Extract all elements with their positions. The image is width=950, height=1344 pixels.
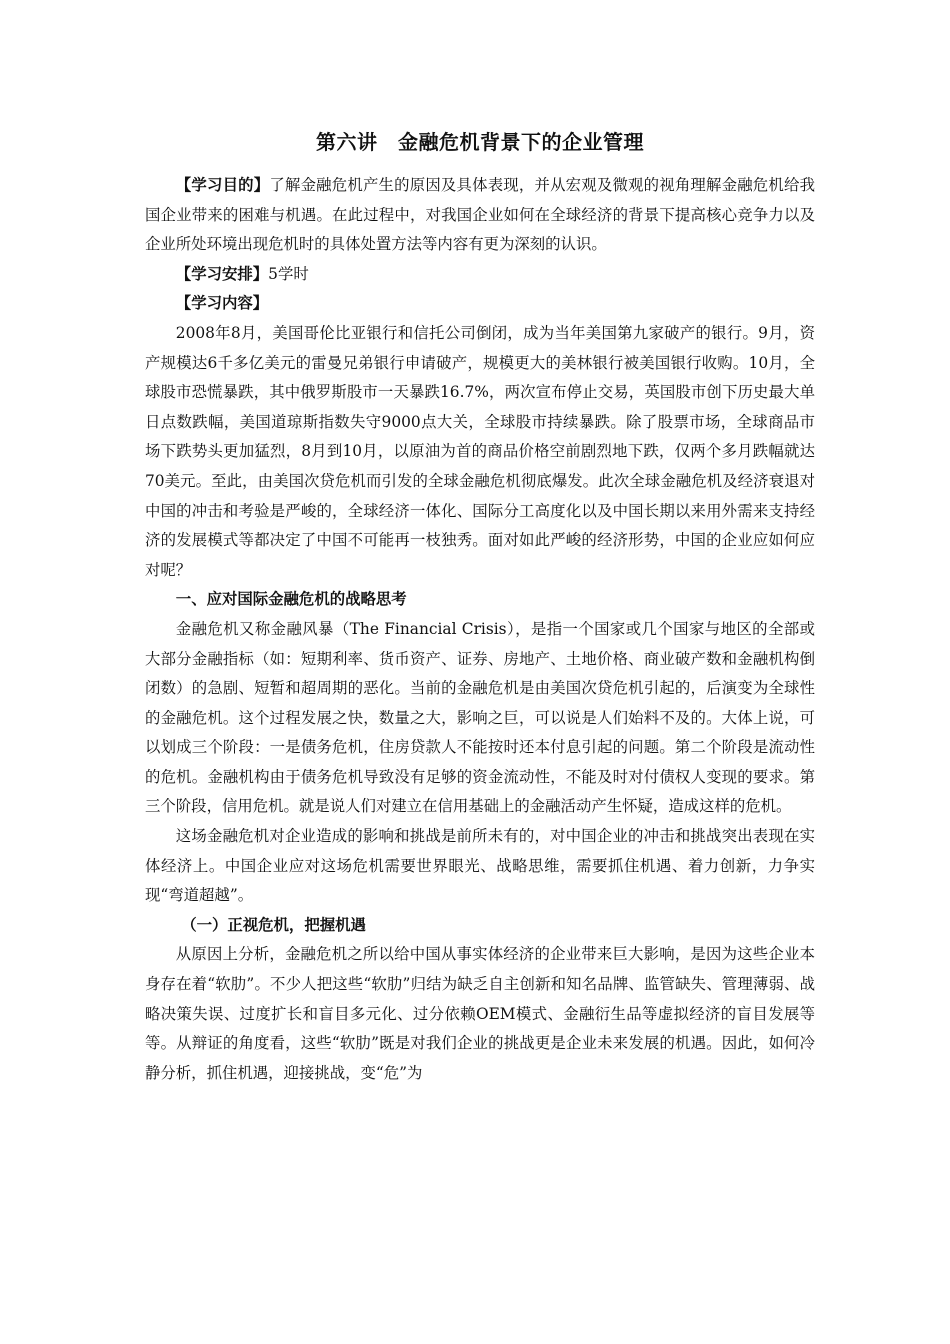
arrangement-text: 5学时 xyxy=(268,264,309,283)
section-heading: 一、应对国际金融危机的战略思考 xyxy=(175,590,407,609)
objective-label: 【学习目的】 xyxy=(175,176,270,194)
section-paragraph-2: 这场金融危机对企业造成的影响和挑战是前所未有的，对中国企业的冲击和挑战突出表现在实体经济上。中国企业应对这场危机需要世界眼光、战略思维，需要抓住机遇、着力创新，力争实现“弯道超越”。 xyxy=(145,827,815,905)
section-paragraph-1: 金融危机又称金融风暴（The Financial Crisis），是指一个国家或几个国家与地区的全部或大部分金融指标（如：短期利率、货币资产、证券、房地产、土地价格、商业破产数和金融机构倒闭数）的急剧、短暂和超周期的恶化。当前的金融危机是由美国次贷危机引起的，后演变为全球性的金融危机。这个过程发展之快，数量之大，影响之巨，可以说是人们始料不及的。大体上说，可以划成三个阶段：一是债务危机，住房贷款人不能按时还本付息引起的问题。第二个阶段是流动性的危机。金融机构由于债务危机导致没有足够的资金流动性，不能及时对付债权人变现的要求。第三个阶段，信用危机。就是说人们对建立在信用基础上的金融活动产生怀疑，造成这样的危机。 xyxy=(145,619,815,816)
objective-text: 了解金融危机产生的原因及具体表现，并从宏观及微观的视角理解金融危机给我国企业带来的困难与机遇。在此过程中，对我国企业如何在全球经济的背景下提高核心竞争力以及企业所处环境出现危机时的具体处置方法等内容有更为深刻的认识。 xyxy=(145,176,815,254)
arrangement-paragraph xyxy=(145,260,815,290)
subsection-heading: （一）正视危机，把握机遇 xyxy=(181,915,366,934)
intro-paragraph: 2008年8月，美国哥伦比亚银行和信托公司倒闭，成为当年美国第九家破产的银行。9月，资产规模达6千多亿美元的雷曼兄弟银行申请破产，规模更大的美林银行被美国银行收购。10月，全球股市恐慌暴跌，其中俄罗斯股市一天暴跌16.7%，两次宣布停止交易，英国股市创下历史最大单日点数跌幅，美国道琼斯指数失守9000点大关，全球股市持续暴跌。除了股票市场，全球商品市场下跌势头更加猛烈，8月到10月，以原油为首的商品价格空前剧烈地下跌，仅两个多月跌幅就达70美元。至此，由美国次贷危机而引发的全球金融危机彻底爆发。此次全球金融危机及经济衰退对中国的冲击和考验是严峻的，全球经济一体化、国际分工高度化以及中国长期以来用外需来支持经济的发展模式等都决定了中国不可能再一枝独秀。面对如此严峻的经济形势，中国的企业应如何应对呢？ xyxy=(145,323,815,579)
content-label: 【学习内容】 xyxy=(175,294,269,313)
content-paragraph xyxy=(145,289,815,319)
arrangement-label: 【学习安排】 xyxy=(175,264,269,283)
document-page xyxy=(145,122,815,1088)
objective-paragraph xyxy=(145,171,815,260)
page-title: 第六讲 金融危机背景下的企业管理 xyxy=(316,130,644,154)
subsection-paragraph: 从原因上分析，金融危机之所以给中国从事实体经济的企业带来巨大影响，是因为这些企业本身存在着“软肋”。不少人把这些“软肋”归结为缺乏自主创新和知名品牌、监管缺失、管理薄弱、战略决策失误、过度扩长和盲目多元化、过分依赖OEM模式、金融衍生品等虚拟经济的盲目发展等等。从辩证的角度看，这些“软肋”既是对我们企业的挑战更是企业未来发展的机遇。因此，如何冷静分析，抓住机遇，迎接挑战，变“危”为 xyxy=(145,945,815,1082)
